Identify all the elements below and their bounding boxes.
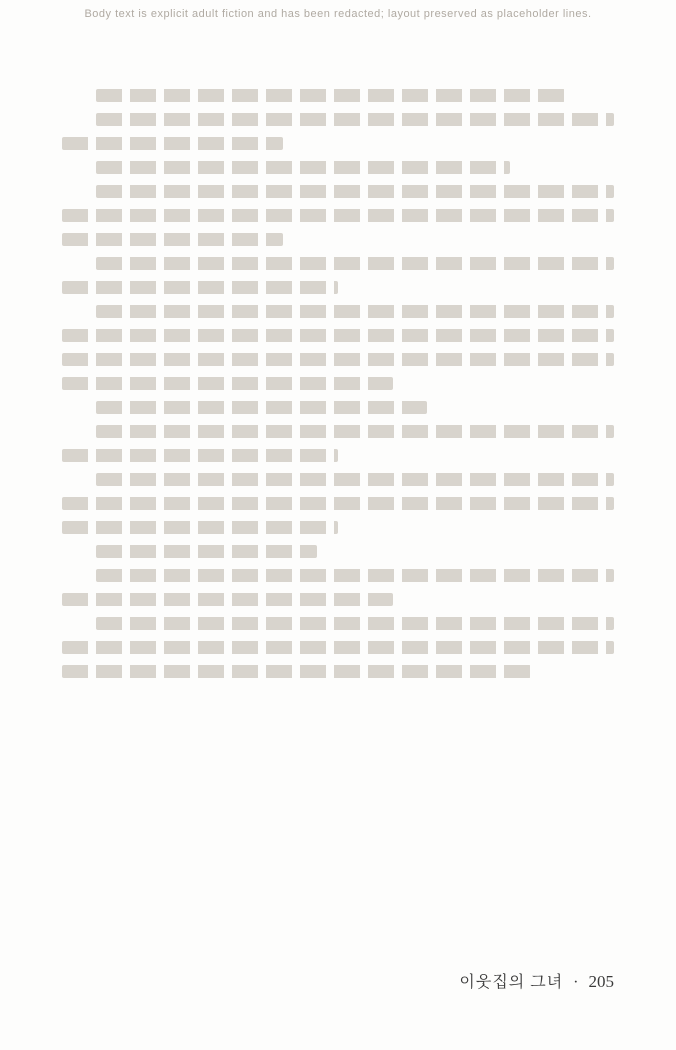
paragraph xyxy=(62,545,614,558)
book-title: 이웃집의 그녀 xyxy=(459,974,564,991)
footer-separator: · xyxy=(573,974,579,991)
paragraph xyxy=(62,257,614,294)
redacted-text-line xyxy=(96,425,614,438)
redacted-text-line xyxy=(62,641,614,654)
paragraph xyxy=(62,473,614,534)
redacted-text-line xyxy=(96,113,614,126)
redaction-note: Body text is explicit adult fiction and has been redacted; layout preserved as placeholder lines. xyxy=(84,8,592,20)
paragraph xyxy=(62,161,614,174)
redacted-text-line xyxy=(62,377,393,390)
redacted-text-line xyxy=(62,449,338,462)
redacted-text-line xyxy=(96,545,317,558)
redacted-text-line xyxy=(96,257,614,270)
redacted-text-line xyxy=(62,209,614,222)
redacted-text-line xyxy=(62,593,393,606)
redacted-text-line xyxy=(96,569,614,582)
paragraph xyxy=(62,569,614,606)
redacted-text-line xyxy=(96,401,427,414)
paragraph xyxy=(62,401,614,414)
redacted-text-line xyxy=(96,617,614,630)
paragraph xyxy=(62,617,614,678)
redacted-text-line xyxy=(62,233,283,246)
redacted-text-line xyxy=(96,473,614,486)
redacted-text-line xyxy=(62,497,614,510)
page-footer xyxy=(459,969,614,992)
redacted-text-line xyxy=(62,665,531,678)
redacted-text-line xyxy=(96,305,614,318)
paragraph xyxy=(62,185,614,246)
redacted-text-line xyxy=(62,353,614,366)
page-number: 205 xyxy=(588,972,614,991)
redacted-text-line xyxy=(62,329,614,342)
redacted-text-line xyxy=(96,161,510,174)
redacted-text-line xyxy=(62,137,283,150)
redacted-text-line xyxy=(96,185,614,198)
paragraph xyxy=(62,305,614,390)
paragraph xyxy=(62,89,614,102)
paragraph xyxy=(62,113,614,150)
paragraph xyxy=(62,425,614,462)
redacted-text-line xyxy=(62,281,338,294)
redacted-text-line xyxy=(96,89,565,102)
redacted-text-line xyxy=(62,521,338,534)
body-text-block xyxy=(62,89,614,678)
